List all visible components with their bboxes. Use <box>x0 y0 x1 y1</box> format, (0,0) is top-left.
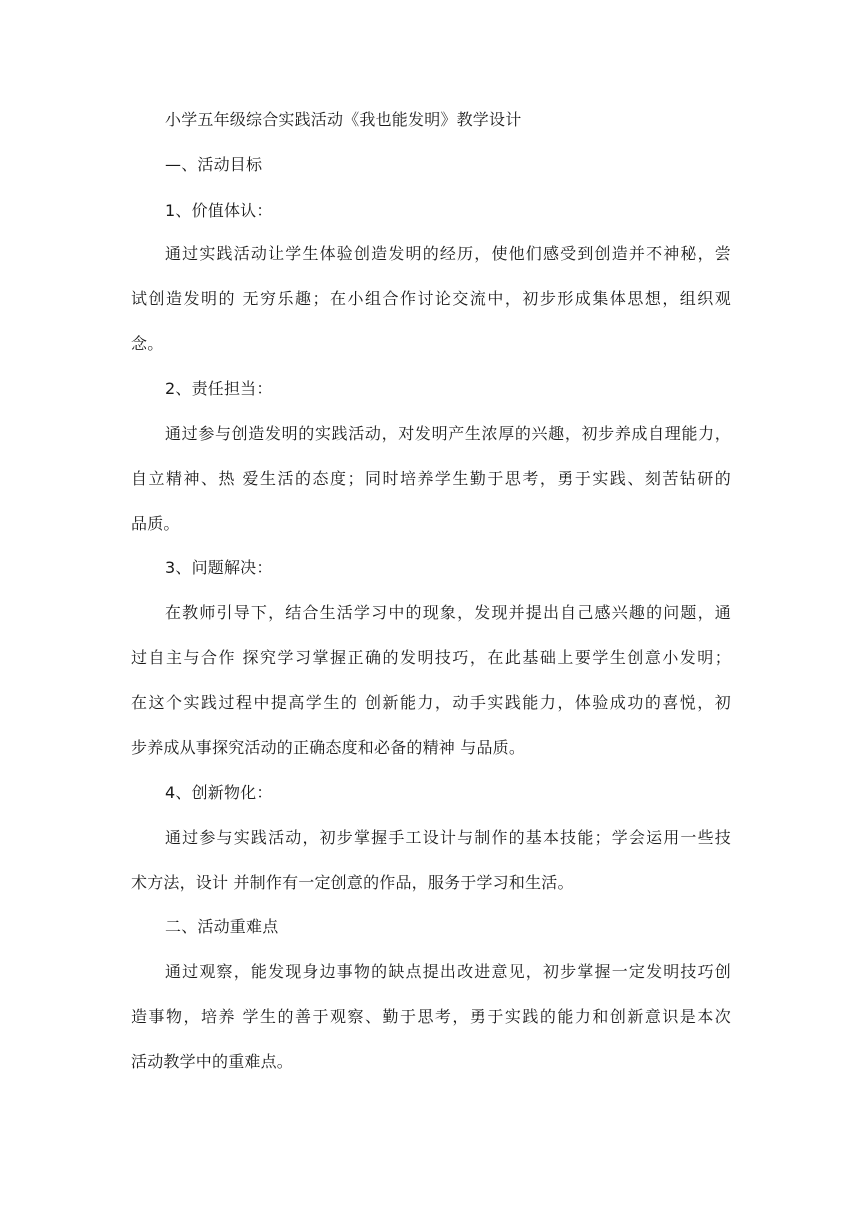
paragraph-line: 试创造发明的 无穷乐趣；在小组合作讨论交流中，初步形成集体思想，组织观 <box>131 289 731 308</box>
section-heading-goals: —、活动目标 <box>165 155 263 174</box>
paragraph-line: 念。 <box>131 334 164 353</box>
goal-heading-value: 1、价值体认： <box>165 201 273 220</box>
paragraph-line: 造事物，培养 学生的善于观察、勤于思考，勇于实践的能力和创新意识是本次 <box>131 1007 731 1026</box>
paragraph-line: 通过参与创造发明的实践活动，对发明产生浓厚的兴趣，初步养成自理能力， <box>165 424 731 443</box>
paragraph-line: 品质。 <box>131 514 180 533</box>
paragraph-line: 通过参与实践活动，初步掌握手工设计与制作的基本技能；学会运用一些技 <box>165 828 731 847</box>
section-heading-key-points: 二、活动重难点 <box>165 917 279 936</box>
paragraph-line: 过自主与合作 探究学习掌握正确的发明技巧，在此基础上要学生创意小发明； <box>131 648 731 667</box>
paragraph-line: 在这个实践过程中提高学生的 创新能力，动手实践能力，体验成功的喜悦，初 <box>131 693 731 712</box>
document-title: 小学五年级综合实践活动《我也能发明》教学设计 <box>165 110 522 129</box>
paragraph-line: 步养成从事探究活动的正确态度和必备的精神 与品质。 <box>131 738 526 757</box>
paragraph-line: 在教师引导下，结合生活学习中的现象，发现并提出自己感兴趣的问题，通 <box>165 603 731 622</box>
paragraph-line: 通过实践活动让学生体验创造发明的经历，使他们感受到创造并不神秘，尝 <box>165 244 731 263</box>
goal-heading-responsibility: 2、责任担当： <box>165 379 273 398</box>
paragraph-line: 通过观察，能发现身边事物的缺点提出改进意见，初步掌握一定发明技巧创 <box>165 962 731 981</box>
paragraph-line: 活动教学中的重难点。 <box>131 1052 294 1071</box>
paragraph-line: 术方法，设计 并制作有一定创意的作品，服务于学习和生活。 <box>131 873 574 892</box>
goal-heading-innovation: 4、创新物化： <box>165 783 273 802</box>
goal-heading-problem-solving: 3、问题解决： <box>165 558 273 577</box>
paragraph-line: 自立精神、热 爱生活的态度；同时培养学生勤于思考，勇于实践、刻苦钻研的 <box>131 469 731 488</box>
